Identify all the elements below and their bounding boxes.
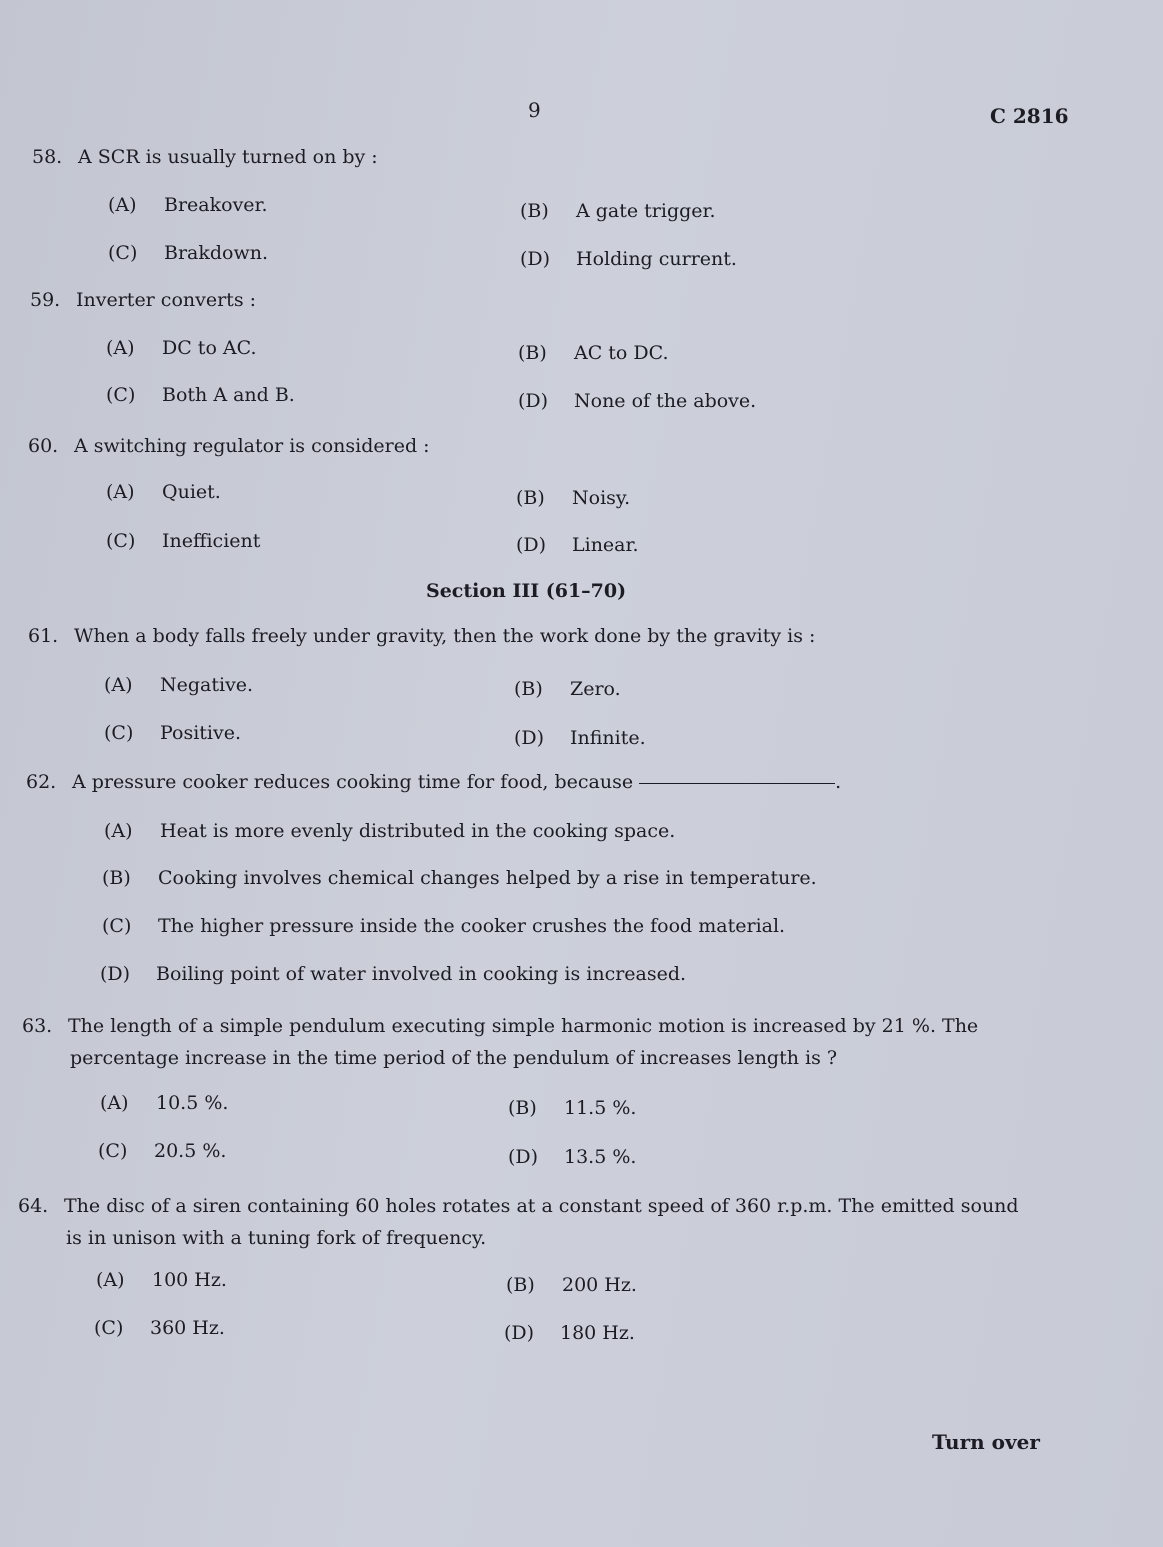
- option-62-d: (D) Boiling point of water involved in cooking is increased.: [100, 963, 687, 985]
- option-58-b: (B) A gate trigger.: [520, 200, 716, 222]
- option-64-d: (D) 180 Hz.: [504, 1322, 635, 1344]
- option-59-a: (A) DC to AC.: [106, 337, 257, 359]
- option-60-a: (A) Quiet.: [106, 481, 221, 503]
- option-62-b: (B) Cooking involves chemical changes helped by a rise in temperature.: [102, 867, 817, 889]
- question-62: 62. A pressure cooker reduces cooking time for food, because .: [26, 771, 842, 793]
- option-64-c: (C) 360 Hz.: [94, 1317, 225, 1339]
- question-58: [32, 146, 378, 168]
- question-61: [28, 625, 815, 647]
- option-64-a: (A) 100 Hz.: [96, 1269, 227, 1291]
- option-58-a: (A) Breakover.: [108, 194, 268, 216]
- option-60-d: (D) Linear.: [516, 534, 639, 556]
- option-59-d: (D) None of the above.: [518, 390, 757, 412]
- question-text-line-1: The disc of a siren containing 60 holes rotates at a constant speed of 360 r.p.m. The emitted sound: [64, 1195, 1019, 1217]
- question-59: [30, 289, 256, 311]
- option-61-d: (D) Infinite.: [514, 727, 646, 749]
- option-61-c: (C) Positive.: [104, 722, 242, 744]
- question-text-line-1: The length of a simple pendulum executing simple harmonic motion is increased by 21 %. The: [68, 1015, 979, 1037]
- question-number: 64.: [18, 1195, 49, 1217]
- question-number: 58.: [32, 146, 63, 168]
- option-59-b: (B) AC to DC.: [518, 342, 669, 364]
- answer-blank: [639, 783, 835, 784]
- question-number: 61.: [28, 625, 59, 647]
- question-number: 62.: [26, 771, 57, 793]
- question-text: A pressure cooker reduces cooking time for food, because: [72, 771, 634, 793]
- question-number: 60.: [28, 435, 59, 457]
- question-text-line-2: percentage increase in the time period of the pendulum of increases length is ?: [70, 1047, 838, 1069]
- turn-over: Turn over: [932, 1430, 1040, 1454]
- option-63-c: (C) 20.5 %.: [98, 1140, 227, 1162]
- question-64: [18, 1190, 1058, 1254]
- question-number: 59.: [30, 289, 61, 311]
- option-62-a: (A) Heat is more evenly distributed in the cooking space.: [104, 820, 676, 842]
- paper-code: C 2816: [990, 104, 1069, 128]
- page-number: 9: [528, 98, 541, 122]
- option-61-a: (A) Negative.: [104, 674, 254, 696]
- option-59-c: (C) Both A and B.: [106, 384, 295, 406]
- question-60: [28, 435, 430, 457]
- option-58-c: (C) Brakdown.: [108, 242, 269, 264]
- option-63-d: (D) 13.5 %.: [508, 1146, 637, 1168]
- question-text: A SCR is usually turned on by :: [78, 146, 378, 168]
- option-60-b: (B) Noisy.: [516, 487, 631, 509]
- option-60-c: (C) Inefficient: [106, 530, 261, 552]
- option-64-b: (B) 200 Hz.: [506, 1274, 637, 1296]
- question-63: [22, 1010, 1062, 1074]
- option-63-b: (B) 11.5 %.: [508, 1097, 637, 1119]
- section-title: Section III (61–70): [426, 580, 627, 602]
- option-63-a: (A) 10.5 %.: [100, 1092, 229, 1114]
- option-58-d: (D) Holding current.: [520, 248, 737, 270]
- question-text-line-2: is in unison with a tuning fork of frequency.: [66, 1227, 487, 1249]
- question-text: Inverter converts :: [76, 289, 257, 311]
- question-text: A switching regulator is considered :: [74, 435, 430, 457]
- option-61-b: (B) Zero.: [514, 678, 621, 700]
- question-number: 63.: [22, 1015, 53, 1037]
- question-text: When a body falls freely under gravity, then the work done by the gravity is :: [74, 625, 816, 647]
- option-62-c: (C) The higher pressure inside the cooker crushes the food material.: [102, 915, 786, 937]
